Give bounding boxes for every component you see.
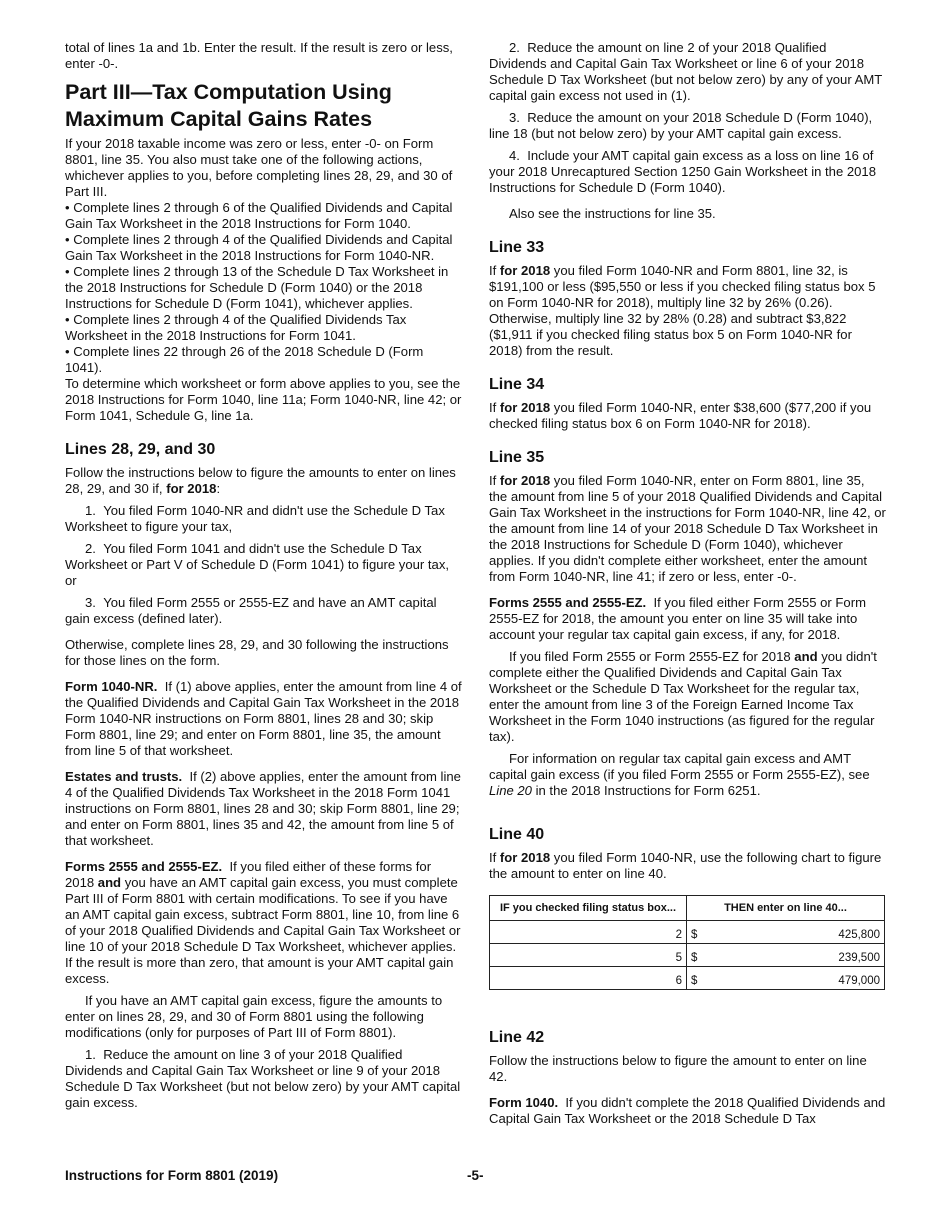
forms-2555-paragraph: Forms 2555 and 2555-EZ. If you filed either of these forms for 2018 and you have an AMT capital gain excess, you must complete Part III of Form 8801 with certain modifications. To see if you have an AMT capital gain excess, subtract Form 8801, line 10, from line 6 of your 2018 Qualified Dividends and Capital Gain Tax Worksheet or line 10 of your 2018 Schedule D Tax Worksheet, whichever applies. If the result is more than zero, that amount is your AMT capital gain excess.	[65, 859, 461, 986]
lines-28-29-30-intro: Follow the instructions below to figure the amounts to enter on lines 28, 29, and 30 if, for 2018:	[65, 465, 456, 496]
bullet-item: • Complete lines 2 through 4 of the Qualified Dividends Tax Worksheet in the 2018 Instructions for Form 1041.	[65, 312, 462, 344]
line-42-paragraph: Follow the instructions below to figure the amount to enter on line 42.	[489, 1053, 867, 1084]
also-see-paragraph: Also see the instructions for line 35.	[509, 206, 716, 221]
capital-gain-info-paragraph: For information on regular tax capital gain excess and AMT capital gain excess (if you filed Form 2555 or Form 2555-EZ), see Line 20 in the 2018 Instructions for Form 6251.	[489, 751, 870, 798]
filing-status-table	[489, 895, 885, 990]
table-row	[490, 944, 885, 967]
bullet-item: • Complete lines 22 through 26 of the 2018 Schedule D (Form 1041).	[65, 344, 462, 376]
footer-form-title: Instructions for Form 8801 (2019)	[65, 1168, 279, 1183]
bullet-item: • Complete lines 2 through 4 of the Qualified Dividends and Capital Gain Tax Worksheet in the 2018 Instructions for Form 1040-NR.	[65, 232, 462, 264]
line-40-amount: $ 239,500	[687, 944, 885, 967]
page-number: -5-	[467, 1168, 484, 1183]
line-42-heading: Line 42	[489, 1029, 545, 1046]
modification-item: 1. Reduce the amount on line 3 of your 2018 Qualified Dividends and Capital Gain Tax Worksheet or line 9 of your 2018 Schedule D Tax Worksheet (but not below zero) by your AMT capital gain excess.	[65, 1047, 461, 1110]
filing-status-box: 5	[490, 944, 687, 967]
continued-paragraph: total of lines 1a and 1b. Enter the result. If the result is zero or less, enter -0-.	[65, 40, 453, 71]
modification-item: 4. Include your AMT capital gain excess as a loss on line 16 of your 2018 Unrecaptured Section 1250 Gain Worksheet in the 2018 Instructions for Schedule D (Form 1040).	[489, 148, 877, 195]
numbered-item: 3. You filed Form 2555 or 2555-EZ and have an AMT capital gain excess (defined later).	[65, 595, 437, 626]
forms-2555-line35-paragraph: Forms 2555 and 2555-EZ. If you filed either Form 2555 or Form 2555-EZ for 2018, the amount you enter on line 35 will take into account your regular tax capital gain excess, if any, for 2018.	[489, 595, 866, 642]
line-40-amount: $ 479,000	[687, 967, 885, 990]
line-34-paragraph: If for 2018 you filed Form 1040-NR, enter $38,600 ($77,200 if you checked filing status box 6 on Form 1040-NR for 2018).	[489, 400, 872, 431]
line-40-amount: $ 425,800	[687, 921, 885, 944]
form-1040nr-paragraph: Form 1040-NR. If (1) above applies, enter the amount from line 4 of the Qualified Dividends and Capital Gain Tax Worksheet in the 2018 Form 1040-NR instructions on Form 8801, lines 28 and 30; skip Form 8801, line 29; and enter on Form 8801, line 35, the amount from line 5 of that worksheet.	[65, 679, 462, 758]
table-header-amount: THEN enter on line 40...	[687, 896, 885, 921]
table-row	[490, 967, 885, 990]
part-iii-intro: If your 2018 taxable income was zero or less, enter -0- on Form 8801, line 35. You also must take one of the following actions, whichever applies to you, before completing lines 28, 29, and 30 of Part III.	[65, 136, 453, 199]
forms-2555-followup-paragraph: If you filed Form 2555 or Form 2555-EZ for 2018 and you didn't complete either the Qualified Dividends and Capital Gain Tax Worksheet or the Schedule D Tax Worksheet for the regular tax, enter the amount from line 3 of the Foreign Earned Income Tax Worksheet in the Form 1040 instructions (as figured for the regular tax).	[489, 649, 877, 744]
bullet-item: • Complete lines 2 through 6 of the Qualified Dividends and Capital Gain Tax Worksheet in the 2018 Instructions for Form 1040.	[65, 200, 462, 232]
line-34-heading: Line 34	[489, 376, 545, 393]
modification-item: 3. Reduce the amount on your 2018 Schedule D (Form 1040), line 18 (but not below zero) by your AMT capital gain excess.	[489, 110, 873, 141]
form-1040-paragraph: Form 1040. If you didn't complete the 2018 Qualified Dividends and Capital Gain Tax Worksheet or the 2018 Schedule D Tax	[489, 1095, 886, 1126]
right-column	[489, 40, 886, 1127]
line-35-heading: Line 35	[489, 449, 545, 466]
otherwise-paragraph: Otherwise, complete lines 28, 29, and 30 following the instructions for those lines on the form.	[65, 637, 449, 668]
line-33-paragraph: If for 2018 you filed Form 1040-NR and Form 8801, line 32, is $191,100 or less ($95,550 or less if you checked filing status box 5 on Form 1040-NR for 2018), multiply line 32 by 26% (0.26). Otherwise, multiply line 32 by 28% (0.28) and subtract $3,822 ($1,911 if you checked filing status box 5 on Form 1040-NR for 2018) from the result.	[489, 263, 876, 358]
part-iii-heading: Part III—Tax Computation Using Maximum Capital Gains Rates	[65, 80, 392, 131]
bullet-item: • Complete lines 2 through 13 of the Schedule D Tax Worksheet in the 2018 Instructions for Schedule D (Form 1040) or the 2018 Instructions for Schedule D (Form 1041), whichever applies.	[65, 264, 462, 312]
table-header-filing-status: IF you checked filing status box...	[490, 896, 687, 921]
filing-status-box: 6	[490, 967, 687, 990]
line-40-heading: Line 40	[489, 826, 545, 843]
lines-28-29-30-heading: Lines 28, 29, and 30	[65, 441, 216, 458]
numbered-item: 1. You filed Form 1040-NR and didn't use the Schedule D Tax Worksheet to figure your tax,	[65, 503, 445, 534]
numbered-item: 2. You filed Form 1041 and didn't use the Schedule D Tax Worksheet or Part V of Schedule D (Form 1041) to figure your tax, or	[65, 541, 450, 588]
amt-excess-paragraph: If you have an AMT capital gain excess, figure the amounts to enter on lines 28, 29, and 30 of Form 8801 using the following modifications (only for purposes of Part III of Form 8801).	[65, 993, 443, 1040]
table-row	[490, 921, 885, 944]
filing-status-box: 2	[490, 921, 687, 944]
left-column	[65, 40, 462, 1111]
line-35-paragraph: If for 2018 you filed Form 1040-NR, enter on Form 8801, line 35, the amount from line 5 of your 2018 Qualified Dividends and Capital Gain Tax Worksheet in the instructions for Form 1040-NR, line 42, or the amount from line 14 of your 2018 Schedule D Tax Worksheet in the 2018 Instructions for Schedule D (Form 1040), whichever applies. If you didn't complete either worksheet, enter the amount from Form 1040-NR, line 41; if zero or less, enter -0-.	[489, 473, 886, 584]
modification-item: 2. Reduce the amount on line 2 of your 2018 Qualified Dividends and Capital Gain Tax Worksheet or line 6 of your 2018 Schedule D Tax Worksheet (but not below zero) by any of your AMT capital gain excess not used in (1).	[489, 40, 883, 103]
line-33-heading: Line 33	[489, 239, 545, 256]
estates-trusts-paragraph: Estates and trusts. If (2) above applies, enter the amount from line 4 of the Qualified Dividends Tax Worksheet in the 2018 Form 1041 instructions on Form 8801, lines 28 and 30; skip Form 8801, line 29; and enter on Form 8801, lines 35 and 42, the amount from line 5 of that worksheet.	[65, 769, 461, 848]
determine-paragraph: To determine which worksheet or form above applies to you, see the 2018 Instructions for Form 1040, line 11a; Form 1040-NR, line 42; or Form 1041, Schedule G, line 1a.	[65, 376, 462, 423]
line-40-paragraph: If for 2018 you filed Form 1040-NR, use the following chart to figure the amount to enter on line 40.	[489, 850, 882, 881]
